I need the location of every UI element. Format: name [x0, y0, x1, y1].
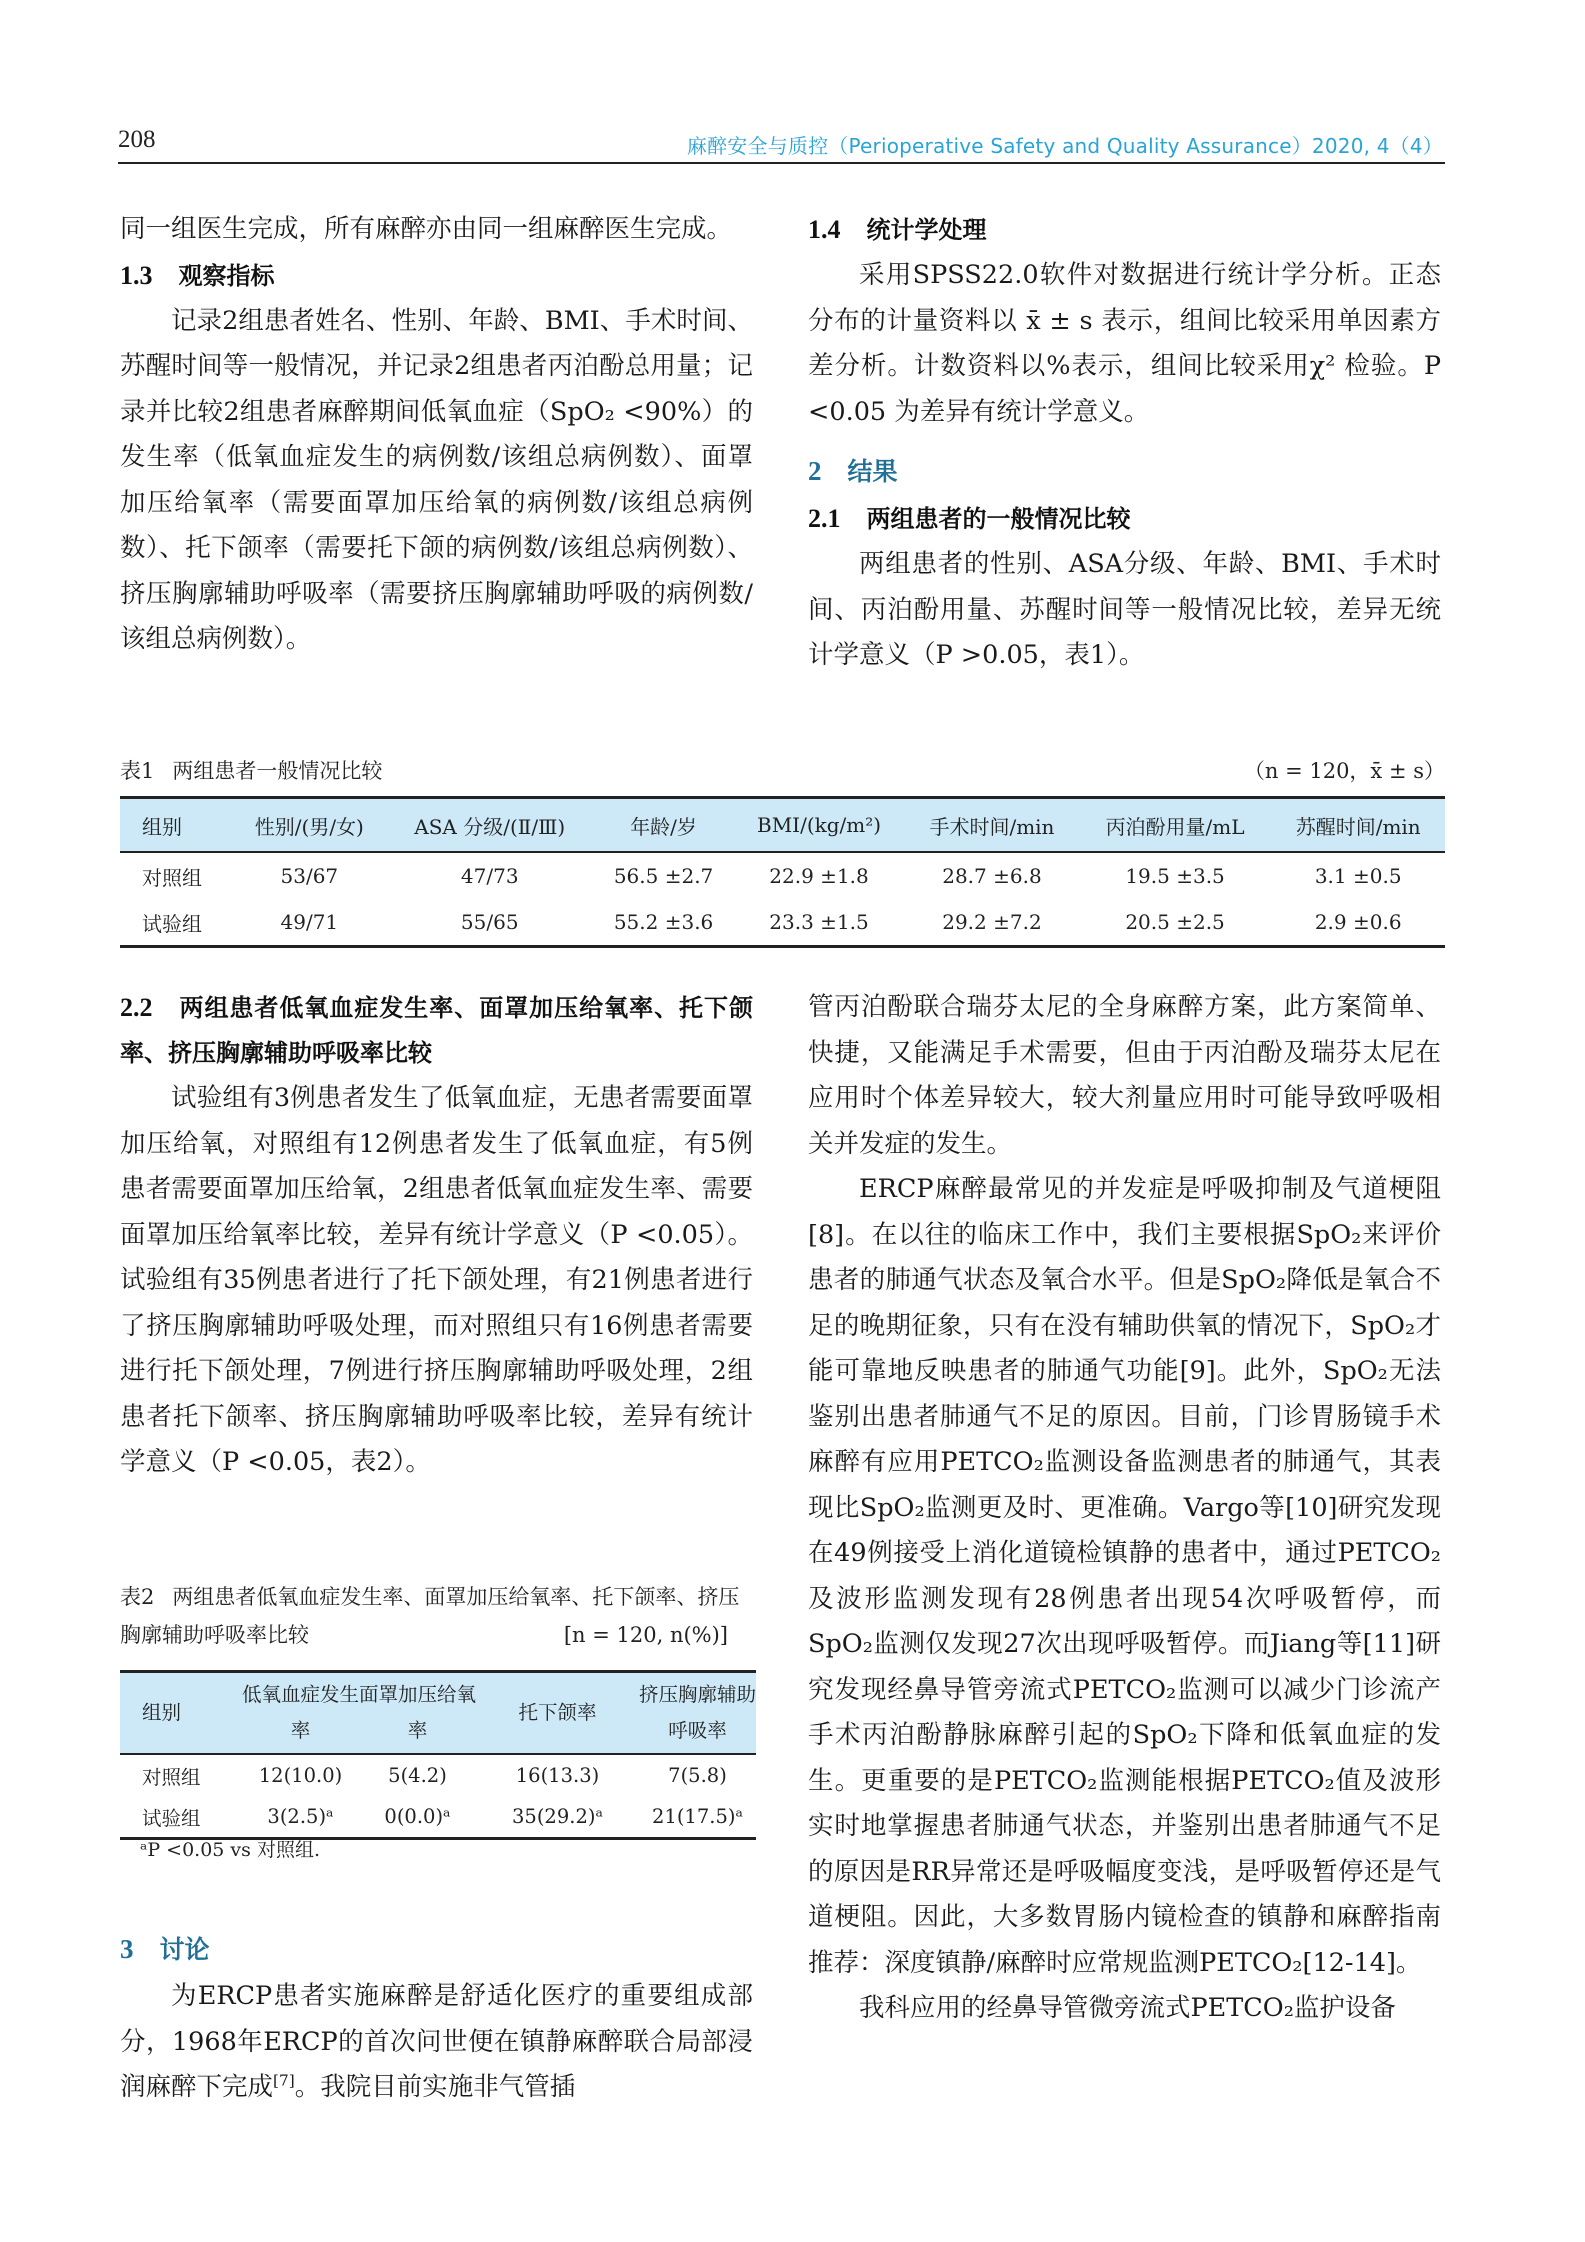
table2-header: 托下颌率	[518, 1701, 597, 1724]
table-cell: 20.5 ±2.5	[1125, 910, 1225, 934]
table1-header: BMI/(kg/m²)	[757, 813, 882, 837]
page-number: 208	[118, 126, 156, 153]
paragraph-last: 我科应用的经鼻导管微旁流式PETCO₂监护设备	[859, 1993, 1396, 2023]
table-cell: 28.7 ±6.8	[942, 864, 1042, 888]
table-cell: 29.2 ±7.2	[942, 910, 1042, 934]
paragraph-2-1: 两组患者的性别、ASA分级、年龄、BMI、手术时间、丙泊酚用量、苏醒时间等一般情况比较，差异无统计学意义（P >0.05，表1）。	[808, 549, 1441, 670]
table-cell: 试验组	[142, 1806, 201, 1830]
table-row	[120, 899, 1445, 947]
running-header	[118, 122, 1443, 162]
table1-header-row	[120, 798, 1445, 853]
table2-header: 挤压胸廓辅助呼吸率	[639, 1683, 757, 1742]
table2-title: 两组患者低氧血症发生率、面罩加压给氧率、托下颌率、挤压胸廓辅助呼吸率比较	[120, 1585, 740, 1647]
section-heading-2-2: 2.2 两组患者低氧血症发生率、面罩加压给氧率、托下颌率、挤压胸廓辅助呼吸率比较	[120, 993, 753, 1067]
table-cell: 5(4.2)	[388, 1764, 447, 1787]
table1-caption	[120, 752, 382, 790]
table2-label: 表2	[120, 1585, 155, 1609]
table1-header: 苏醒时间/min	[1295, 814, 1421, 839]
table1-label: 表1	[120, 759, 155, 783]
table-cell: 55.2 ±3.6	[613, 910, 714, 934]
table-cell: 53/67	[280, 864, 339, 888]
section-heading-1-3: 1.3 观察指标	[120, 260, 275, 290]
table1	[120, 796, 1445, 948]
table-cell: 对照组	[142, 865, 202, 890]
paragraph-intro: 同一组医生完成，所有麻醉亦由同一组麻醉医生完成。	[120, 214, 733, 244]
table2-note: [n = 120, n(%)]	[563, 1623, 728, 1647]
table2	[120, 1670, 756, 1840]
table1-header: 丙泊酚用量/mL	[1105, 814, 1245, 839]
paragraph-2-2: 试验组有3例患者发生了低氧血症，无患者需要面罩加压给氧，对照组有12例患者发生了低氧血症，有5例患者需要面罩加压给氧，2组患者低氧血症发生率、需要面罩加压给氧率比较，差异有统计学意义（P <0.05）。试验组有35例患者进行了托下颌处理，有21例患者进行了挤压胸廓辅助呼吸处理，而对照组只有16例患者需要进行托下颌处理，7例进行挤压胸廓辅助呼吸处理，2组患者托下颌率、挤压胸廓辅助呼吸率比较，差异有统计学意义（P <0.05，表2）。	[120, 1083, 753, 1477]
table-cell: 对照组	[142, 1765, 201, 1789]
table-cell: 2.9 ±0.6	[1314, 910, 1402, 934]
table-cell: 55/65	[460, 910, 519, 934]
left-column-bottom	[120, 985, 753, 1486]
table-row	[120, 1796, 756, 1839]
table-cell: 19.5 ±3.5	[1125, 864, 1225, 888]
table1-note: （n = 120，x̄ ± s）	[1243, 759, 1445, 783]
paragraph-ercp: ERCP麻醉最常见的并发症是呼吸抑制及气道梗阻[8]。在以往的临床工作中，我们主要根据SpO₂来评价患者的肺通气状态及氧合水平。但是SpO₂降低是氧合不足的晚期征象，只有在没有辅助供氧的情况下，SpO₂才能可靠地反映患者的肺通气功能[9]。此外，SpO₂无法鉴别出患者肺通气不足的原因。目前，门诊胃肠镜手术麻醉有应用PETCO₂监测设备监测患者的肺通气，其表现比SpO₂监测更及时、更准确。Vargo等[10]研究发现在49例接受上消化道镜检镇静的患者中，通过PETCO₂及波形监测发现有28例患者出现54次呼吸暂停，而SpO₂监测仅发现27次出现呼吸暂停。而Jiang等[11]研究发现经鼻导管旁流式PETCO₂监测可以减少门诊流产手术丙泊酚静脉麻醉引起的SpO₂下降和低氧血症的发生。更重要的是PETCO₂监测能根据PETCO₂值及波形实时地掌握患者肺通气状态，并鉴别出患者肺通气不足的原因是RR异常还是呼吸幅度变浅，是呼吸暂停还是气道梗阻。因此，大多数胃肠内镜检查的镇静和麻醉指南推荐：深度镇静/麻醉时应常规监测PETCO₂[12-14]。	[808, 1174, 1441, 1978]
journal-title: 麻醉安全与质控（Perioperative Safety and Quality Assurance）2020, 4（4）	[686, 134, 1443, 158]
table1-header: ASA 分级/(Ⅱ/Ⅲ)	[414, 814, 566, 839]
table-cell: 21(17.5)ᵃ	[652, 1805, 743, 1828]
table2-caption	[120, 1578, 756, 1654]
table-cell: 49/71	[280, 910, 339, 934]
table-cell: 3(2.5)ᵃ	[267, 1805, 334, 1828]
table-cell: 47/73	[460, 864, 519, 888]
citation: [7]	[273, 2071, 295, 2090]
left-column-top	[120, 207, 753, 663]
table2-header: 组别	[142, 1701, 182, 1724]
section-heading-1-4: 1.4 统计学处理	[808, 215, 987, 244]
table1-header: 组别	[142, 814, 182, 839]
table-row	[120, 1754, 756, 1796]
table-cell: 3.1 ±0.5	[1314, 864, 1402, 888]
table1-header: 手术时间/min	[929, 814, 1055, 839]
table-cell: 16(13.3)	[515, 1764, 600, 1787]
section-heading-2: 2 结果	[808, 456, 898, 486]
paragraph-3: 为ERCP患者实施麻醉是舒适化医疗的重要组成部分，1968年ERCP的首次问世便在镇静麻醉联合局部浸润麻醉下完成[7]。我院目前实施非气管插	[120, 1981, 753, 2102]
table-cell: 0(0.0)ᵃ	[384, 1805, 451, 1828]
section-heading-3: 3 讨论	[120, 1934, 210, 1964]
paragraph-1-3: 记录2组患者姓名、性别、年龄、BMI、手术时间、苏醒时间等一般情况，并记录2组患者丙泊酚总用量；记录并比较2组患者麻醉期间低氧血症（SpO₂ <90%）的发生率（低氧血症发生的病例数/该组总病例数）、面罩加压给氧率（需要面罩加压给氧的病例数/该组总病例数）、托下颌率（需要托下颌的病例数/该组总病例数）、挤压胸廓辅助呼吸率（需要挤压胸廓辅助呼吸的病例数/该组总病例数）。	[120, 305, 753, 654]
table1-title: 两组患者一般情况比较	[172, 759, 383, 783]
table2-footnote: ᵃP <0.05 vs 对照组.	[140, 1839, 320, 1861]
table1-header: 性别/(男/女)	[254, 814, 364, 839]
right-column-bottom	[808, 985, 1441, 2032]
right-column-top	[808, 207, 1441, 679]
table-row	[120, 852, 1445, 899]
table2-header: 低氧血症发生率	[242, 1683, 360, 1742]
table2-header: 面罩加压给氧率	[359, 1683, 477, 1742]
table2-header-row	[120, 1672, 756, 1755]
table-cell: 12(10.0)	[258, 1764, 343, 1787]
table-cell: 56.5 ±2.7	[613, 864, 714, 888]
left-column-discussion	[120, 1925, 753, 2111]
table-cell: 23.3 ±1.5	[769, 910, 869, 934]
paragraph-1-4: 采用SPSS22.0软件对数据进行统计学分析。正态分布的计量资料以 x̄ ± s 表示，组间比较采用单因素方差分析。计数资料以%表示，组间比较采用χ² 检验。P <0.05 为差异有统计学意义。	[808, 260, 1441, 427]
table-cell: 35(29.2)ᵃ	[512, 1805, 603, 1828]
paragraph-continued: 管丙泊酚联合瑞芬太尼的全身麻醉方案，此方案简单、快捷，又能满足手术需要，但由于丙泊酚及瑞芬太尼在应用时个体差异较大，较大剂量应用时可能导致呼吸相关并发症的发生。	[808, 992, 1441, 1159]
table-cell: 22.9 ±1.8	[769, 864, 869, 888]
header-divider	[118, 162, 1445, 164]
table-cell: 7(5.8)	[668, 1764, 727, 1787]
table-cell: 试验组	[142, 911, 202, 936]
table1-header: 年龄/岁	[630, 814, 697, 839]
section-heading-2-1: 2.1 两组患者的一般情况比较	[808, 504, 1131, 533]
